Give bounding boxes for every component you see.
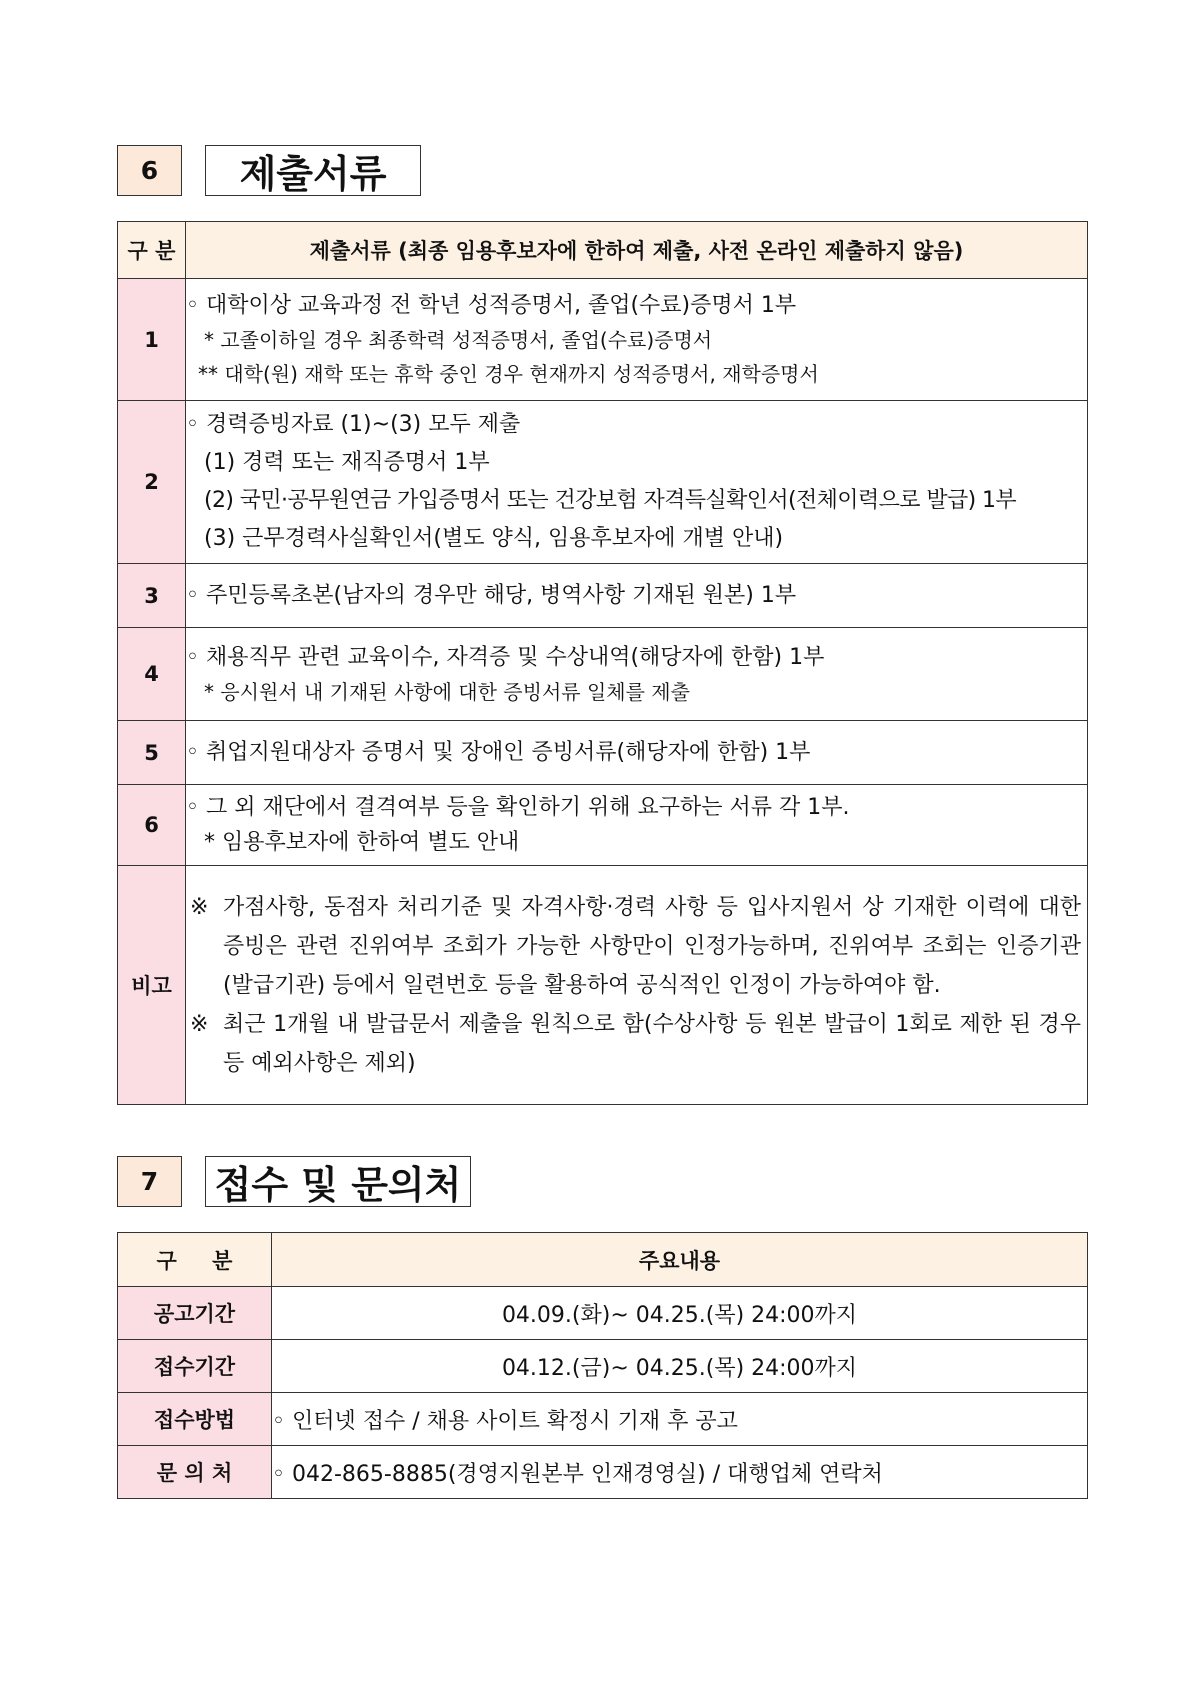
section-7-number: 7 [117, 1156, 182, 1207]
row-value: ◦ 인터넷 접수 / 채용 사이트 확정시 기재 후 공고 [272, 1393, 1088, 1446]
note-line: * 임용후보자에 한하여 별도 안내 [204, 830, 520, 855]
row-content [186, 628, 1088, 721]
remark-text: 최근 1개월 내 발급문서 제출을 원칙으로 함(수상사항 등 원본 발급이 1회로 제한 된 경우 등 예외사항은 제외) [223, 1011, 1081, 1076]
header-category: 구 분 [118, 1233, 272, 1287]
table-row [118, 1340, 1088, 1393]
remarks-label: 비고 [118, 866, 186, 1105]
section-7-title: 접수 및 문의처 [205, 1156, 471, 1207]
remark-note [190, 1005, 1081, 1083]
remarks-content [186, 866, 1088, 1105]
note-line: ** 대학(원) 재학 또는 휴학 중인 경우 현재까지 성적증명서, 재학증명서 [198, 362, 819, 386]
item-line: ◦ 경력증빙자료 (1)~(3) 모두 제출 [186, 412, 521, 437]
row-value: 04.09.(화)~ 04.25.(목) 24:00까지 [272, 1287, 1088, 1340]
row-content [186, 279, 1088, 401]
table-row [118, 1446, 1088, 1499]
table-row [118, 279, 1088, 401]
row-label: 5 [118, 721, 186, 785]
reference-mark: ※ [190, 894, 209, 920]
section-6-title: 제출서류 [205, 145, 421, 196]
row-label: 문 의 처 [118, 1446, 272, 1499]
sub-item-line: (2) 국민·공무원연금 가입증명서 또는 건강보험 자격득실확인서(전체이력으로 발급) 1부 [204, 488, 1017, 513]
item-line: ◦ 채용직무 관련 교육이수, 자격증 및 수상내역(해당자에 한함) 1부 [186, 644, 825, 670]
table-row [118, 721, 1088, 785]
row-label: 3 [118, 564, 186, 628]
documents-table [117, 221, 1088, 1105]
header-details: 주요내용 [272, 1233, 1088, 1287]
reference-mark: ※ [190, 1011, 209, 1037]
row-value: 04.12.(금)~ 04.25.(목) 24:00까지 [272, 1340, 1088, 1393]
table-row [118, 564, 1088, 628]
row-content [186, 785, 1088, 866]
item-line: ◦ 그 외 재단에서 결격여부 등을 확인하기 위해 요구하는 서류 각 1부. [186, 795, 850, 820]
row-content [186, 401, 1088, 564]
contact-table [117, 1232, 1088, 1499]
remark-note [190, 888, 1081, 1005]
item-line: ◦ 대학이상 교육과정 전 학년 성적증명서, 졸업(수료)증명서 1부 [186, 293, 797, 318]
sub-item-line: (3) 근무경력사실확인서(별도 양식, 임용후보자에 개별 안내) [204, 526, 784, 551]
header-category: 구 분 [118, 222, 186, 279]
contact-table-header [118, 1233, 1088, 1287]
row-label: 4 [118, 628, 186, 721]
row-label: 접수기간 [118, 1340, 272, 1393]
header-documents: 제출서류 (최종 임용후보자에 한하여 제출, 사전 온라인 제출하지 않음) [186, 222, 1088, 279]
row-label: 1 [118, 279, 186, 401]
table-row [118, 401, 1088, 564]
section-6-number: 6 [117, 145, 182, 196]
row-label: 2 [118, 401, 186, 564]
documents-table-header [118, 222, 1088, 279]
row-label: 공고기간 [118, 1287, 272, 1340]
note-line: * 응시원서 내 기재된 사항에 대한 증빙서류 일체를 제출 [204, 679, 690, 704]
row-content [186, 721, 1088, 785]
row-value: ◦ 042-865-8885(경영지원본부 인재경영실) / 대행업체 연락처 [272, 1446, 1088, 1499]
item-line: ◦ 주민등록초본(남자의 경우만 해당, 병역사항 기재된 원본) 1부 [186, 583, 797, 608]
table-row [118, 1287, 1088, 1340]
sub-item-line: (1) 경력 또는 재직증명서 1부 [204, 450, 490, 475]
table-row [118, 628, 1088, 721]
row-label: 접수방법 [118, 1393, 272, 1446]
row-content [186, 564, 1088, 628]
table-row [118, 785, 1088, 866]
row-label: 6 [118, 785, 186, 866]
item-line: ◦ 취업지원대상자 증명서 및 장애인 증빙서류(해당자에 한함) 1부 [186, 740, 811, 765]
note-line: * 고졸이하일 경우 최종학력 성적증명서, 졸업(수료)증명서 [204, 328, 713, 352]
table-row-remarks [118, 866, 1088, 1105]
remark-text: 가점사항, 동점자 처리기준 및 자격사항·경력 사항 등 입사지원서 상 기재한 이력에 대한 증빙은 관련 진위여부 조회가 가능한 사항만이 인정가능하며, 진위여부 조회는 인증기관(발급기관) 등에서 일련번호 등을 활용하여 공식적인 인정이 가능하여야 함. [223, 894, 1081, 998]
table-row [118, 1393, 1088, 1446]
